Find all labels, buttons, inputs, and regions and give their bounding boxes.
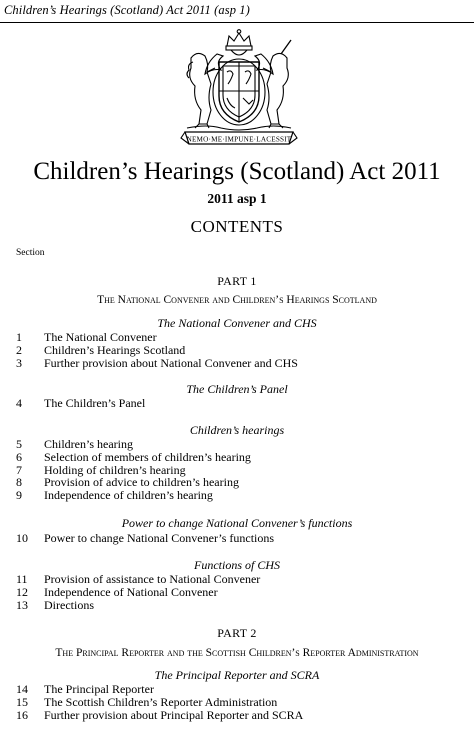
royal-coat-of-arms-icon: [177, 28, 301, 150]
section-number: 11: [16, 572, 28, 586]
section-number: 4: [16, 396, 22, 410]
toc-list: [0, 331, 474, 369]
section-number: 6: [16, 449, 22, 464]
section-title: Provision of assistance to National Convener: [44, 572, 261, 586]
group-heading: Children’s hearings: [189, 423, 285, 437]
toc-entry[interactable]: [0, 599, 474, 612]
section-title: Further provision about Principal Reporter and SCRA: [44, 707, 304, 722]
section-number: 1: [16, 330, 22, 344]
asp-number: 2011 asp 1: [207, 191, 267, 206]
section-number: 9: [16, 488, 22, 503]
section-number: 5: [16, 437, 22, 451]
toc-entry[interactable]: [0, 397, 474, 410]
group-heading: Power to change National Convener’s functions: [121, 516, 353, 530]
header-rule: [0, 22, 474, 23]
part-heading: The National Convener and Children’s Hearings Scotland: [97, 294, 377, 306]
section-title: The Principal Reporter: [44, 682, 154, 696]
section-title: Children’s Hearings Scotland: [44, 342, 186, 357]
toc-entry[interactable]: [0, 331, 474, 344]
act-title: Children’s Hearings (Scotland) Act 2011: [33, 158, 441, 185]
lion-supporter-icon: [187, 53, 215, 128]
group-heading: The National Convener and CHS: [157, 316, 317, 330]
section-title: The Children’s Panel: [44, 396, 146, 410]
shield-icon: [219, 62, 259, 122]
toc-list: [0, 532, 474, 545]
part-label: PART 2: [217, 626, 257, 640]
section-number: 8: [16, 475, 22, 490]
section-title: Selection of members of children’s hearing: [44, 449, 251, 464]
toc-entry[interactable]: [0, 586, 474, 599]
toc-entry[interactable]: [0, 683, 474, 696]
section-number: 14: [16, 682, 28, 696]
section-column-label: Section: [16, 248, 45, 258]
section-number: 16: [16, 707, 28, 722]
group-heading: The Children’s Panel: [186, 382, 288, 396]
section-number: 10: [16, 531, 28, 545]
toc-entry[interactable]: [0, 357, 474, 370]
section-title: Directions: [44, 597, 94, 612]
section-number: 15: [16, 694, 28, 709]
part-heading: The Principal Reporter and the Scottish Children’s Reporter Administration: [55, 647, 419, 659]
toc-entry[interactable]: [0, 532, 474, 545]
section-title: Power to change National Convener’s functions: [44, 531, 275, 545]
section-number: 7: [16, 462, 22, 477]
toc-entry[interactable]: [0, 344, 474, 357]
section-title: Holding of children’s hearing: [44, 462, 186, 477]
section-title: The National Convener: [44, 330, 157, 344]
section-number: 12: [16, 584, 28, 599]
unicorn-supporter-icon: [263, 40, 291, 128]
section-number: 2: [16, 342, 22, 357]
group-heading: Functions of CHS: [194, 558, 280, 572]
section-title: Independence of National Convener: [44, 584, 218, 599]
section-title: Independence of children’s hearing: [44, 488, 213, 503]
toc-list: [0, 397, 474, 410]
section-title: Provision of advice to children’s hearing: [44, 475, 239, 490]
toc-list: [0, 438, 474, 502]
group-heading: The Principal Reporter and SCRA: [154, 668, 320, 682]
toc-entry[interactable]: [0, 709, 474, 722]
toc-list: [0, 573, 474, 611]
section-title: Children’s hearing: [44, 437, 133, 451]
section-number: 3: [16, 355, 22, 370]
crown-icon: [226, 30, 252, 50]
crest-motto: NEMO·ME·IMPUNE·LACESSIT: [186, 135, 292, 144]
toc-entry[interactable]: [0, 573, 474, 586]
contents-heading: CONTENTS: [190, 217, 284, 236]
toc-entry[interactable]: [0, 451, 474, 464]
toc-entry[interactable]: [0, 696, 474, 709]
running-header: Children’s Hearings (Scotland) Act 2011 (asp 1): [4, 3, 250, 17]
toc-entry[interactable]: [0, 489, 474, 502]
section-number: 13: [16, 597, 28, 612]
section-title: The Scottish Children’s Reporter Administration: [44, 694, 278, 709]
toc-list: [0, 683, 474, 721]
part-label: PART 1: [217, 274, 257, 288]
toc-entry[interactable]: [0, 438, 474, 451]
section-title: Further provision about National Convener and CHS: [44, 355, 298, 370]
